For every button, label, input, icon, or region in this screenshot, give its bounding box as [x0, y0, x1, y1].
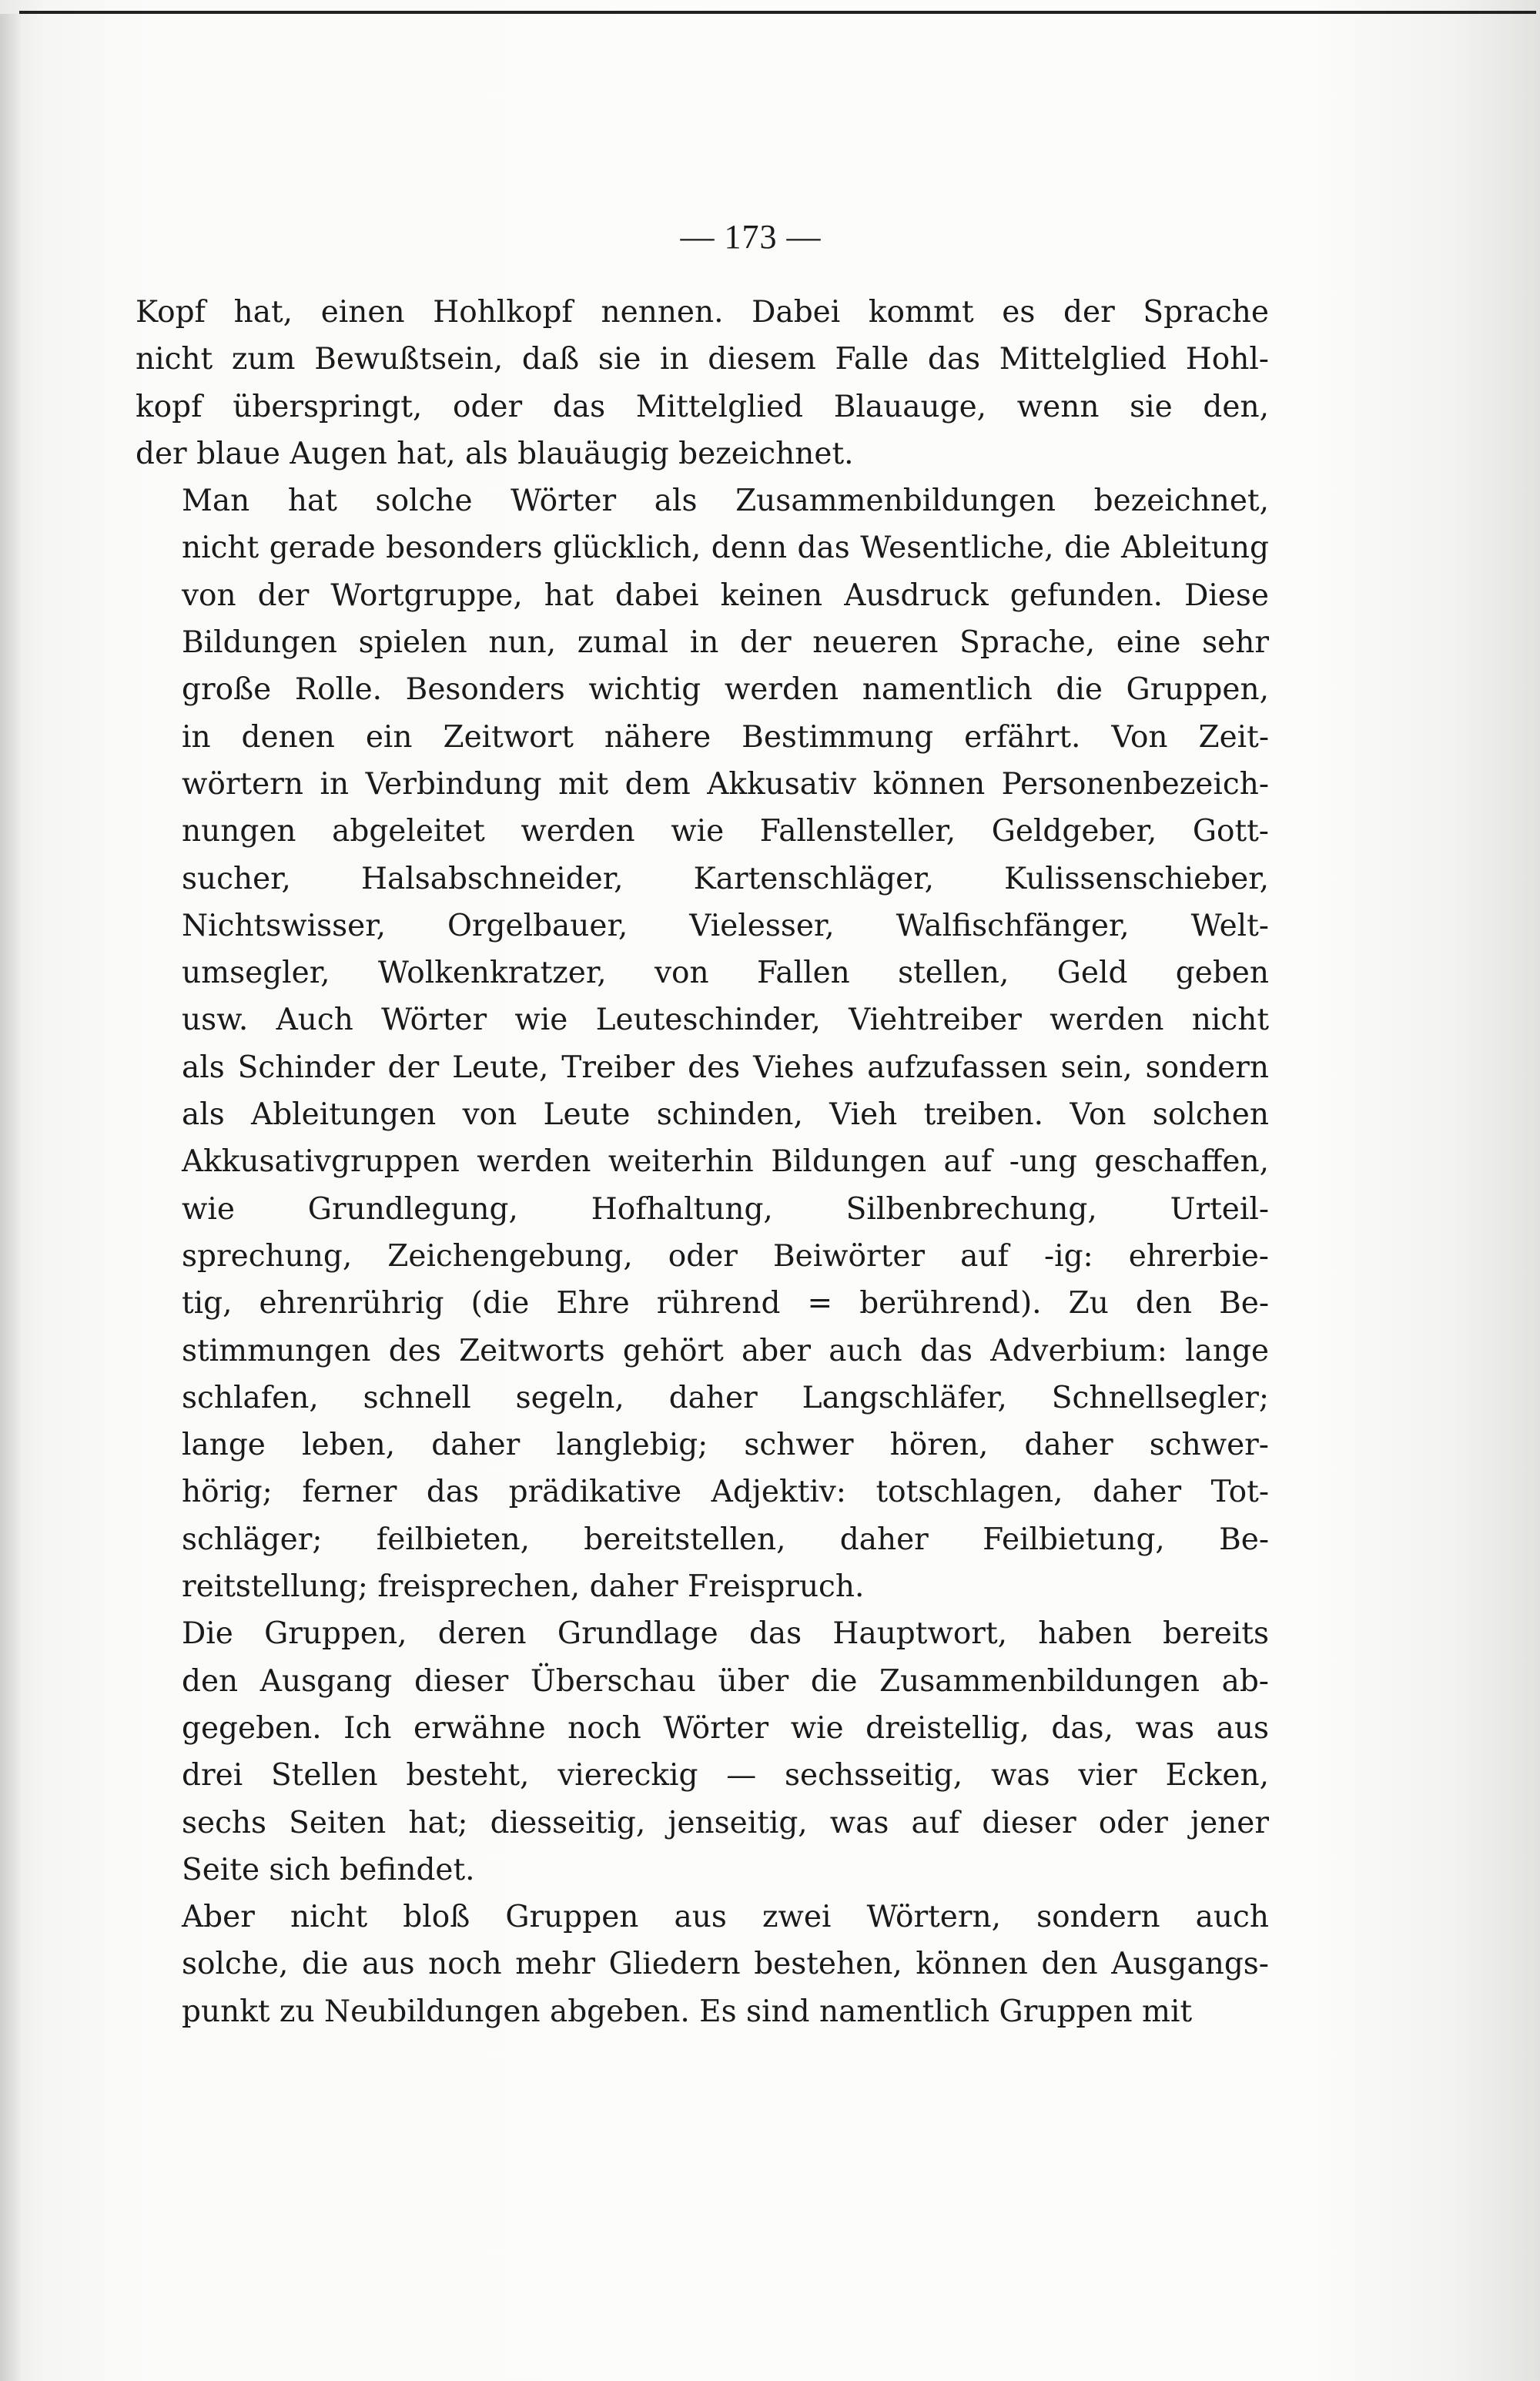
text-line: als Schinder der Leute, Treiber des Viehes aufzufassen sein, sondern — [182, 1050, 1269, 1085]
text-line: Die Gruppen, deren Grundlage das Hauptwort, haben bereits — [182, 1616, 1269, 1652]
text-line: umsegler, Wolkenkratzer, von Fallen stellen, Geld geben — [182, 956, 1269, 991]
text-line: der blaue Augen hat, als blauäugig bezeichnet. — [136, 436, 854, 471]
paragraph — [136, 1894, 1269, 2035]
text-line: wie Grundlegung, Hofhaltung, Silbenbrechung, Urteil- — [182, 1191, 1269, 1227]
paragraph — [136, 289, 1269, 477]
binding-shadow — [0, 14, 22, 2381]
text-line: nicht zum Bewußtsein, daß sie in diesem Falle das Mittelglied Hohl- — [136, 342, 1269, 377]
paragraph — [136, 1610, 1269, 1894]
text-line: den Ausgang dieser Überschau über die Zusammenbildungen ab- — [182, 1663, 1269, 1699]
text-line: drei Stellen besteht, viereckig — sechsseitig, was vier Ecken, — [182, 1758, 1269, 1793]
text-line: schlafen, schnell segeln, daher Langschläfer, Schnellsegler; — [182, 1380, 1269, 1415]
top-edge-line — [19, 11, 1536, 14]
text-line: als Ableitungen von Leute schinden, Vieh treiben. Von solchen — [182, 1097, 1269, 1133]
body-text — [136, 289, 1269, 2035]
text-line: Akkusativgruppen werden weiterhin Bildungen auf -ung geschaffen, — [182, 1144, 1269, 1180]
text-line: schläger; feilbieten, bereitstellen, daher Feilbietung, Be- — [182, 1522, 1269, 1557]
text-line: tig, ehrenrührig (die Ehre rührend = berührend). Zu den Be- — [182, 1286, 1269, 1321]
text-line: Aber nicht bloß Gruppen aus zwei Wörtern, sondern auch — [182, 1900, 1269, 1935]
text-line: Man hat solche Wörter als Zusammenbildungen bezeichnet, — [182, 484, 1269, 519]
text-line: reitstellung; freisprechen, daher Freispruch. — [182, 1569, 865, 1605]
text-line: Kopf hat, einen Hohlkopf nennen. Dabei kommt es der Sprache — [136, 295, 1269, 330]
text-line: hörig; ferner das prädikative Adjektiv: totschlagen, daher Tot- — [182, 1475, 1269, 1510]
text-line: stimmungen des Zeitworts gehört aber auch das Adverbium: lange — [182, 1333, 1269, 1368]
page-number-text: — 173 — — [680, 218, 822, 256]
text-line: große Rolle. Besonders wichtig werden namentlich die Gruppen, — [182, 672, 1269, 708]
text-line: lange leben, daher langlebig; schwer hören, daher schwer- — [182, 1428, 1269, 1463]
page-number — [0, 217, 1540, 256]
text-line: von der Wortgruppe, hat dabei keinen Ausdruck gefunden. Diese — [182, 578, 1269, 613]
text-line: nicht gerade besonders glücklich, denn das Wesentliche, die Ableitung — [182, 531, 1269, 566]
text-line: nungen abgeleitet werden wie Fallensteller, Geldgeber, Gott- — [182, 814, 1269, 849]
text-line: Bildungen spielen nun, zumal in der neueren Sprache, eine sehr — [182, 625, 1269, 661]
text-line: in denen ein Zeitwort nähere Bestimmung erfährt. Von Zeit- — [182, 719, 1269, 755]
paragraph — [136, 477, 1269, 1610]
text-line: Seite sich befindet. — [182, 1852, 475, 1887]
text-line: kopf überspringt, oder das Mittelglied Blauauge, wenn sie den, — [136, 389, 1269, 424]
text-line: Nichtswisser, Orgelbauer, Vielesser, Walfischfänger, Welt- — [182, 908, 1269, 943]
text-line: solche, die aus noch mehr Gliedern bestehen, können den Ausgangs- — [182, 1947, 1269, 1982]
text-line: sprechung, Zeichengebung, oder Beiwörter auf -ig: ehrerbie- — [182, 1238, 1269, 1274]
text-line: punkt zu Neubildungen abgeben. Es sind namentlich Gruppen mit — [182, 1994, 1193, 2029]
text-line: gegeben. Ich erwähne noch Wörter wie dreistellig, das, was aus — [182, 1710, 1269, 1746]
text-line: wörtern in Verbindung mit dem Akkusativ können Personenbezeich- — [182, 766, 1269, 802]
text-line: sucher, Halsabschneider, Kartenschläger, Kulissenschieber, — [182, 861, 1269, 896]
text-line: usw. Auch Wörter wie Leuteschinder, Viehtreiber werden nicht — [182, 1003, 1269, 1038]
text-line: sechs Seiten hat; diesseitig, jenseitig, was auf dieser oder jener — [182, 1805, 1269, 1840]
